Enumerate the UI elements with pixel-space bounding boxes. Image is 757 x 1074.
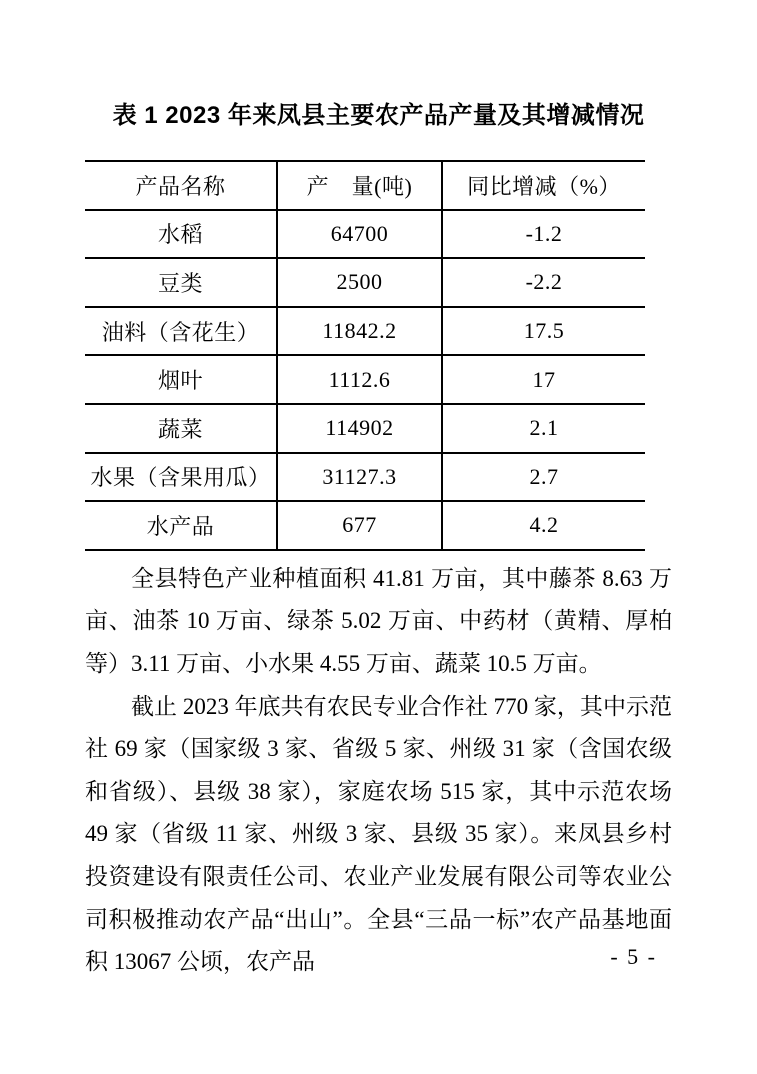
column-header-output-tons: 产 量(吨): [277, 161, 442, 210]
agricultural-output-table: [85, 160, 645, 551]
table-row: [85, 258, 645, 307]
product-name-cell: 水稻: [85, 210, 277, 259]
yoy-change-cell: 17.5: [442, 307, 645, 356]
table-body: [85, 210, 645, 550]
output-cell: 11842.2: [277, 307, 442, 356]
yoy-change-cell: -2.2: [442, 258, 645, 307]
yoy-change-cell: 2.1: [442, 404, 645, 453]
output-cell: 31127.3: [277, 453, 442, 502]
product-name-cell: 豆类: [85, 258, 277, 307]
yoy-change-cell: 4.2: [442, 501, 645, 550]
output-cell: 1112.6: [277, 355, 442, 404]
paragraph-planting-area: 全县特色产业种植面积 41.81 万亩，其中藤茶 8.63 万亩、油茶 10 万亩、绿茶 5.02 万亩、中药材（黄精、厚柏等）3.11 万亩、小水果 4.55 万亩、蔬菜 10.5 万亩。: [85, 565, 672, 676]
table-row: [85, 404, 645, 453]
table-row: [85, 210, 645, 259]
table-row: [85, 501, 645, 550]
output-cell: 114902: [277, 404, 442, 453]
table-row: [85, 355, 645, 404]
yoy-change-cell: 17: [442, 355, 645, 404]
table-title: 表 1 2023 年来凤县主要农产品产量及其增减情况: [112, 102, 645, 129]
output-cell: 677: [277, 501, 442, 550]
product-name-cell: 油料（含花生）: [85, 307, 277, 356]
product-name-cell: 蔬菜: [85, 404, 277, 453]
product-name-cell: 烟叶: [85, 355, 277, 404]
body-text: [85, 558, 672, 984]
product-name-cell: 水产品: [85, 501, 277, 550]
yoy-change-cell: -1.2: [442, 210, 645, 259]
yoy-change-cell: 2.7: [442, 453, 645, 502]
column-header-yoy-change: 同比增减（%）: [442, 161, 645, 210]
output-cell: 64700: [277, 210, 442, 259]
table-row: [85, 453, 645, 502]
table-header-row: [85, 161, 645, 210]
page-number: - 5 -: [610, 944, 657, 969]
product-name-cell: 水果（含果用瓜）: [85, 453, 277, 502]
table-row: [85, 307, 645, 356]
column-header-product-name: 产品名称: [85, 161, 277, 210]
paragraph-cooperatives: 截止 2023 年底共有农民专业合作社 770 家，其中示范社 69 家（国家级 3 家、省级 5 家、州级 31 家（含国农级和省级）、县级 38 家），家庭农场 515 家，其中示范农场 49 家（省级 11 家、州级 3 家、县级 35 家）。来凤县乡村投资建设有限责任公司、农业产业发展有限公司等农业公司积极推动农产品“出山”。全县“三品一标”农产品基地面积 13067 公顷，农产品: [85, 693, 672, 975]
output-cell: 2500: [277, 258, 442, 307]
